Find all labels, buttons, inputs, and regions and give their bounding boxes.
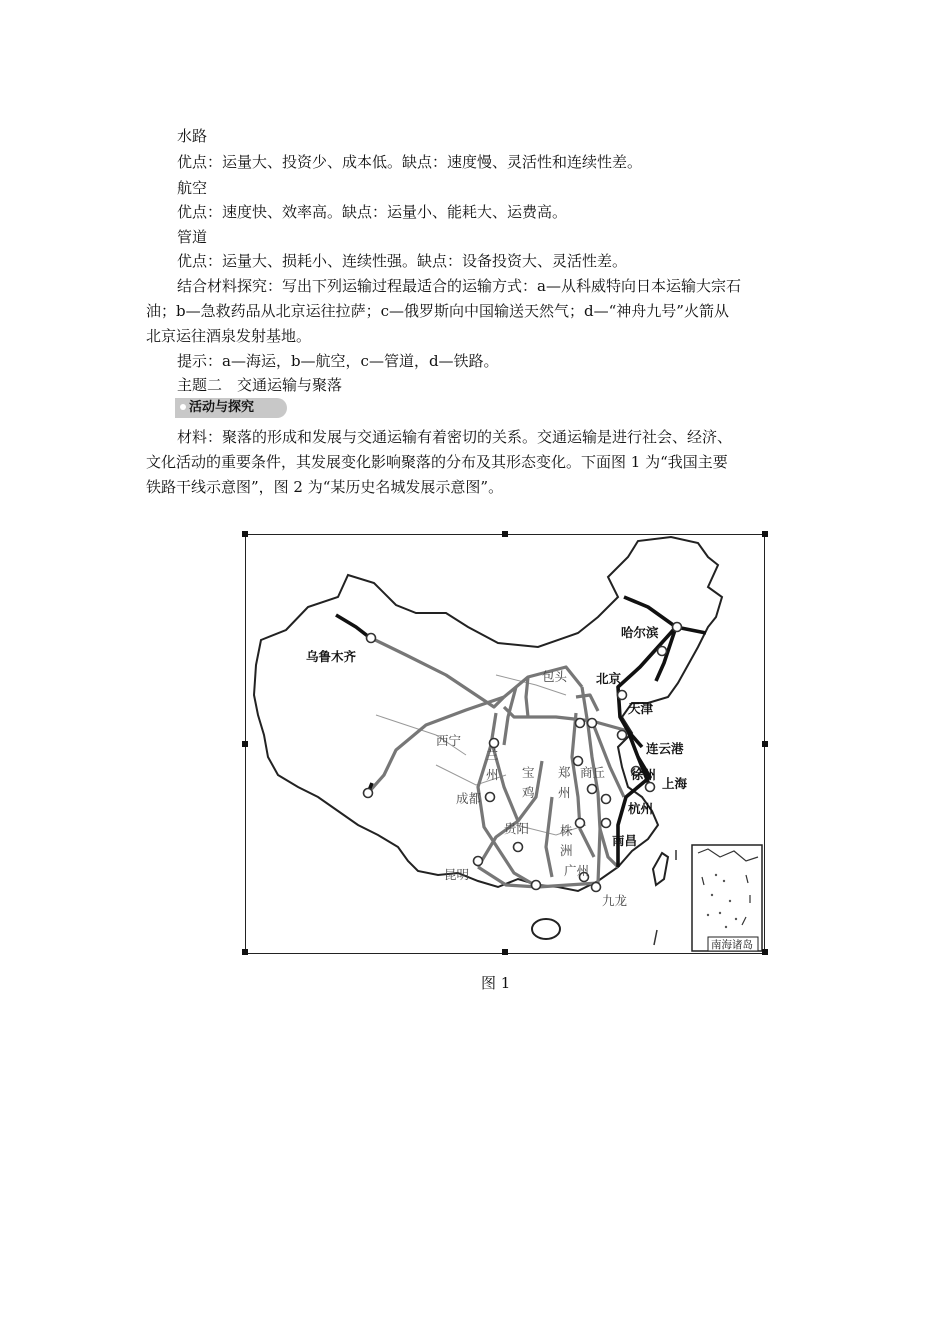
label-baotou: 包头 — [542, 669, 568, 684]
south-sea-inset — [692, 845, 762, 951]
frame-handle[interactable] — [762, 741, 768, 747]
frame-handle[interactable] — [762, 949, 768, 955]
label-zhuzhou-1: 株 — [560, 823, 573, 838]
label-nanchang: 南昌 — [612, 833, 638, 848]
badge-label: 活动与探究 — [189, 400, 255, 415]
station-markers — [364, 623, 682, 892]
frame-handle[interactable] — [762, 531, 768, 537]
label-lianyungang: 连云港 — [646, 741, 684, 756]
frame-handle[interactable] — [502, 949, 508, 955]
hainan-island — [532, 919, 560, 939]
text-line: 航空 — [177, 179, 208, 197]
text-line: 材料：聚落的形成和发展与交通运输有着密切的关系。交通运输是进行社会、经济、 — [177, 428, 733, 446]
label-hangzhou: 杭州 — [628, 801, 654, 816]
label-xuzhou: 徐州 — [631, 767, 657, 782]
label-beijing: 北京 — [596, 671, 622, 686]
label-lanzhou-2: 州 — [486, 767, 499, 782]
frame-handle[interactable] — [242, 949, 248, 955]
label-guangzhou: 广州 — [564, 863, 590, 878]
label-nanhai: 南海诸岛 — [711, 939, 753, 951]
text-line: 文化活动的重要条件，其发展变化影响聚落的分布及其形态变化。下面图 1 为“我国主要 — [146, 453, 728, 471]
label-baoji-2: 鸡 — [522, 785, 535, 800]
label-lanzhou-1: 兰 — [486, 747, 499, 762]
taiwan-island — [653, 853, 668, 885]
label-shangqiu: 商丘 — [580, 765, 606, 780]
text-line: 优点：运量大、损耗小、连续性强。缺点：设备投资大、灵活性差。 — [177, 252, 628, 270]
label-kunming: 昆明 — [444, 867, 470, 882]
text-line: 北京运往酒泉发射基地。 — [146, 327, 312, 345]
text-line: 优点：运量大、投资少、成本低。缺点：速度慢、灵活性和连续性差。 — [177, 153, 643, 171]
label-chengdu: 成都 — [456, 791, 482, 806]
china-railway-map — [246, 535, 763, 952]
label-haerbin: 哈尔滨 — [621, 625, 659, 640]
text-line: 优点：速度快、效率高。缺点：运量小、能耗大、运费高。 — [177, 203, 568, 221]
railway-map-figure — [245, 534, 765, 954]
label-xining: 西宁 — [436, 733, 462, 748]
railway-lines — [368, 637, 628, 887]
section-heading: 主题二 交通运输与聚落 — [177, 376, 343, 394]
text-line: 水路 — [177, 127, 208, 145]
label-zhengzhou-1: 郑 — [558, 765, 571, 780]
text-line: 管道 — [177, 228, 208, 246]
label-guiyang: 贵阳 — [504, 821, 530, 836]
figure-caption: 图 1 — [481, 974, 511, 992]
label-baoji-1: 宝 — [522, 765, 535, 780]
activity-badge — [175, 398, 287, 418]
label-jiulong: 九龙 — [602, 893, 628, 908]
label-tianjin: 天津 — [628, 701, 654, 716]
text-line: 铁路干线示意图”，图 2 为“某历史名城发展示意图”。 — [146, 478, 504, 496]
label-zhengzhou-2: 州 — [558, 785, 571, 800]
label-wulumuqi: 乌鲁木齐 — [306, 649, 357, 664]
label-zhuzhou-2: 洲 — [560, 843, 573, 858]
bullet-icon — [180, 404, 186, 410]
text-line: 提示：a—海运，b—航空，c—管道，d—铁路。 — [177, 352, 499, 370]
frame-handle[interactable] — [242, 531, 248, 537]
frame-handle[interactable] — [502, 531, 508, 537]
text-line: 结合材料探究：写出下列运输过程最适合的运输方式：a—从科威特向日本运输大宗石 — [177, 277, 741, 295]
text-line: 油；b—急救药品从北京运往拉萨；c—俄罗斯向中国输送天然气；d—“神舟九号”火箭从 — [146, 302, 729, 320]
frame-handle[interactable] — [242, 741, 248, 747]
label-shanghai: 上海 — [662, 776, 688, 791]
